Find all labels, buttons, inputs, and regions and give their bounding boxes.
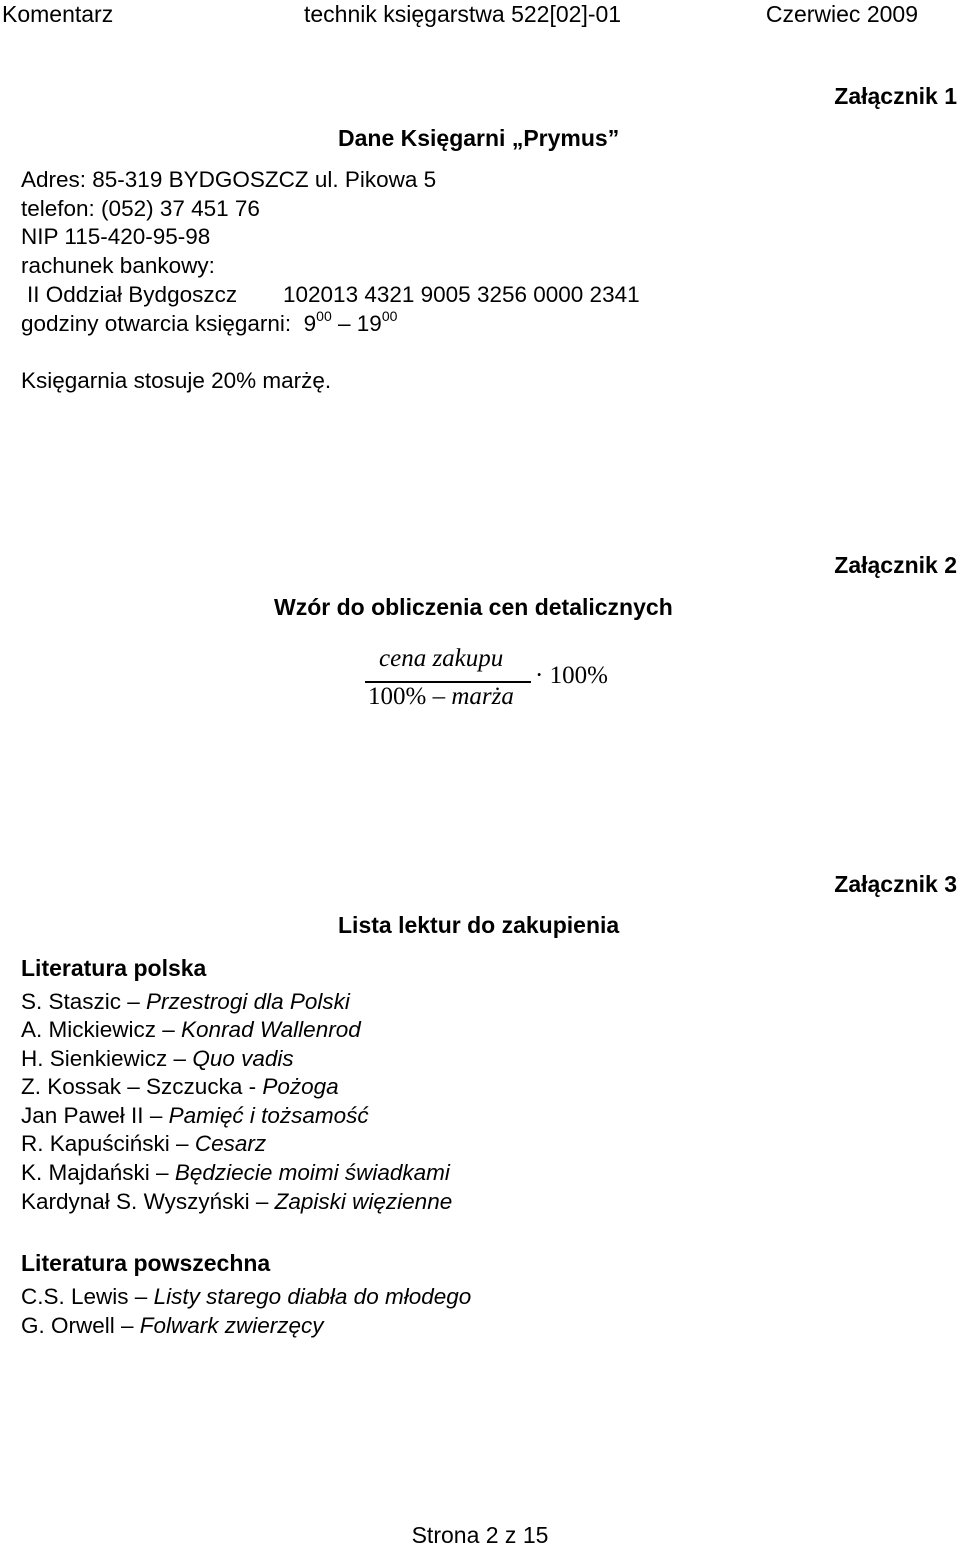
attachment-3-title: Lista lektur do zakupienia [338,912,620,938]
hours-close: 19 [356,311,382,336]
header-center: technik księgarstwa 522[02]-01 [304,1,622,27]
address: Adres: 85-319 BYDGOSZCZ ul. Pikowa 5 [21,167,437,192]
book-list-item [21,1130,266,1158]
book-title: Konrad Wallenrod [181,1017,361,1042]
book-title: Przestrogi dla Polski [146,989,350,1014]
book-title: Zapiski więzienne [274,1189,453,1214]
book-author: C.S. Lewis – [21,1284,154,1309]
book-list-item [21,1045,294,1073]
attachment-1-label: Załącznik 1 [834,83,957,109]
bank-branch: II Oddział Bydgoszcz [27,282,238,307]
attachment-2-title: Wzór do obliczenia cen detalicznych [274,594,673,620]
book-author: S. Staszic – [21,989,147,1014]
page-number: Strona 2 z 15 [411,1522,549,1548]
margin-note: Księgarnia stosuje 20% marżę. [21,368,332,393]
hours-dash: – [338,311,351,336]
denominator-prefix: 100% – [368,683,446,710]
book-title: Quo vadis [192,1046,294,1071]
phone: telefon: (052) 37 451 76 [21,196,260,221]
book-list-item [21,1016,361,1044]
bank-number: 102013 4321 9005 3256 0000 2341 [283,282,640,307]
book-list-item [21,1312,324,1340]
book-author: Kardynał S. Wyszyński – [21,1189,275,1214]
book-author: R. Kapuściński – [21,1131,195,1156]
book-author: K. Majdański – [21,1160,175,1185]
book-list-item [21,1102,369,1130]
book-author: Z. Kossak – Szczucka - [21,1074,263,1099]
book-list-item [21,1159,450,1187]
formula-numerator: cena zakupu [379,645,504,672]
book-author: G. Orwell – [21,1313,140,1338]
retail-price-formula [365,645,625,715]
denominator-var: marża [451,683,514,710]
book-list-item [21,988,350,1016]
header-right: Czerwiec 2009 [765,1,918,27]
formula-multiplier: · 100% [535,662,608,689]
attachment-1-title: Dane Księgarni „Prymus” [338,125,620,151]
book-author: A. Mickiewicz – [21,1017,182,1042]
attachment-2-label: Załącznik 2 [834,552,957,578]
polish-literature-heading: Literatura polska [21,955,207,981]
book-list-item [21,1073,339,1101]
book-list-item [21,1283,471,1311]
book-title: Będziecie moimi świadkami [174,1160,450,1185]
hours-label: godziny otwarcia księgarni: [21,311,292,336]
header-left: Komentarz [2,1,114,27]
book-author: Jan Paweł II – [21,1103,169,1128]
nip: NIP 115-420-95-98 [21,224,211,249]
book-title: Pożoga [262,1074,339,1099]
opening-hours [21,310,397,338]
hours-open: 9 [303,311,317,336]
bank-label: rachunek bankowy: [21,253,215,278]
hours-close-min: 00 [381,308,398,324]
book-list-item [21,1188,452,1216]
attachment-3-label: Załącznik 3 [834,871,957,897]
hours-open-min: 00 [316,308,332,324]
book-title: Cesarz [194,1131,267,1156]
book-title: Pamięć i tożsamość [168,1103,369,1128]
book-title: Listy starego diabła do młodego [153,1284,472,1309]
book-title: Folwark zwierzęcy [139,1313,324,1338]
book-author: H. Sienkiewicz – [21,1046,193,1071]
world-literature-heading: Literatura powszechna [21,1250,271,1276]
formula-denominator [368,683,514,711]
